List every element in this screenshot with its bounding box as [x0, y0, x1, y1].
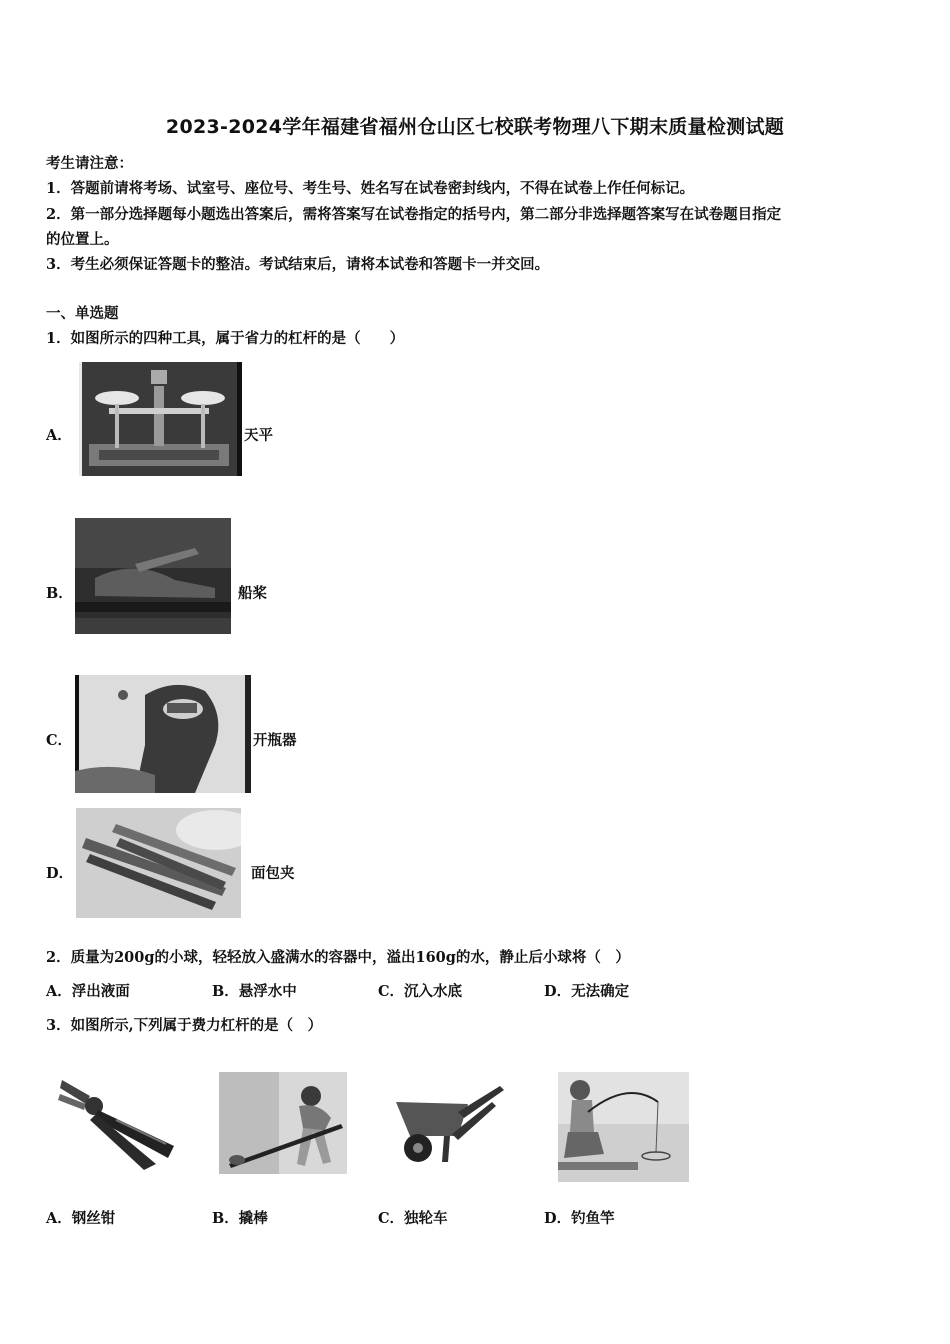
q1-option-c-letter: C． — [46, 732, 73, 749]
notice-heading: 考生请注意： — [46, 155, 133, 172]
q2-stem: 2．质量为200g的小球，轻轻放入盛满水的容器中，溢出160g的水，静止后小球将（ ） — [46, 949, 630, 966]
section-heading: 一、单选题 — [46, 305, 119, 322]
bottle-opener-photo — [75, 675, 251, 793]
q1-option-a-caption: 天平 — [244, 427, 273, 444]
q3-option-d: D．钓鱼竿 — [544, 1210, 615, 1227]
crowbar-photo — [219, 1072, 347, 1174]
q1-option-b-letter: B． — [46, 585, 73, 602]
q3-stem: 3．如图所示,下列属于费力杠杆的是（ ） — [46, 1017, 323, 1034]
notice-item-2-cont: 的位置上。 — [46, 231, 119, 248]
page-title: 2023-2024学年福建省福州仓山区七校联考物理八下期末质量检测试题 — [165, 116, 785, 138]
boat-oar-photo — [75, 518, 231, 634]
q3-option-a: A．钢丝钳 — [46, 1210, 116, 1227]
q1-stem: 1．如图所示的四种工具，属于省力的杠杆的是（ ） — [46, 330, 405, 347]
q2-option-d: D．无法确定 — [544, 983, 630, 1000]
notice-item-2: 2．第一部分选择题每小题选出答案后，需将答案写在试卷指定的括号内，第二部分非选择题答案写在试卷题目指定 — [46, 206, 782, 223]
q2-option-a: A．浮出液面 — [46, 983, 130, 1000]
balance-scale-photo — [79, 362, 242, 476]
bread-tongs-photo — [76, 808, 241, 918]
q3-option-c: C．独轮车 — [378, 1210, 448, 1227]
notice-item-1: 1．答题前请将考场、试室号、座位号、考生号、姓名写在试卷密封线内，不得在试卷上作任何标记。 — [46, 180, 695, 197]
q1-option-d-caption: 面包夹 — [251, 865, 295, 882]
q2-option-c: C．沉入水底 — [378, 983, 463, 1000]
q1-option-b-caption: 船桨 — [238, 585, 267, 602]
q3-option-b: B．撬棒 — [212, 1210, 268, 1227]
q1-option-d-letter: D． — [46, 865, 74, 882]
fishing-rod-drawing — [558, 1072, 689, 1182]
wheelbarrow-icon — [388, 1082, 516, 1166]
notice-item-3: 3．考生必须保证答题卡的整洁。考试结束后，请将本试卷和答题卡一并交回。 — [46, 256, 550, 273]
q1-option-a-letter: A． — [46, 427, 72, 444]
pliers-icon — [56, 1074, 178, 1170]
q2-option-b: B．悬浮水中 — [212, 983, 297, 1000]
q1-option-c-caption: 开瓶器 — [253, 732, 297, 749]
